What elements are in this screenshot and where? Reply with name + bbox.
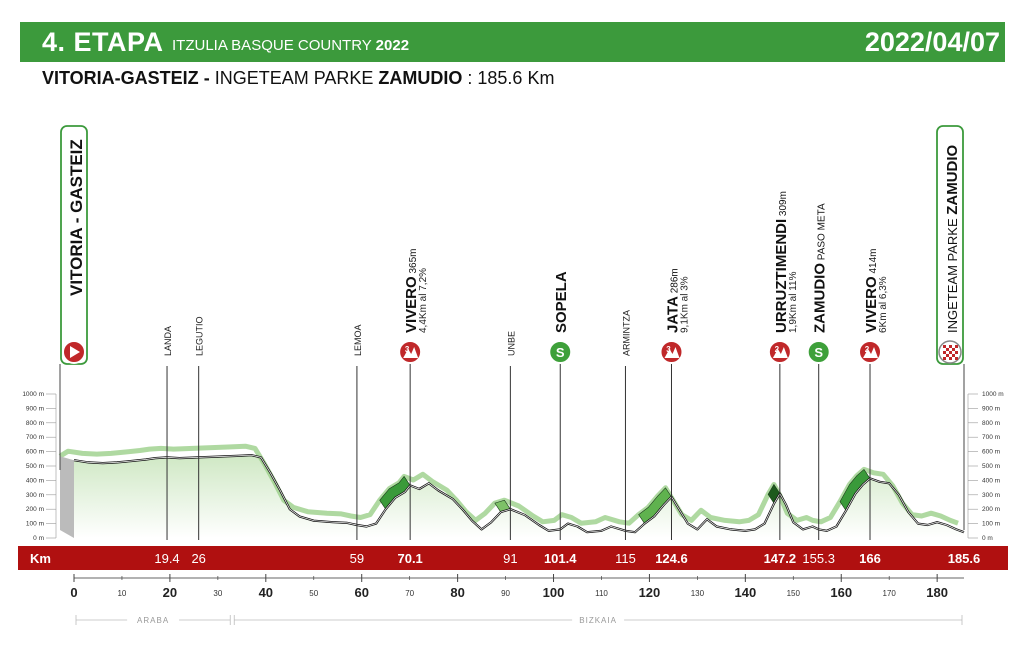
x-tick-label-major: 140 xyxy=(734,585,757,600)
marker-detail: 6Km al 6,3% xyxy=(878,276,890,333)
y-tick-label-right: 500 m xyxy=(982,463,1001,470)
y-tick-label-right: 400 m xyxy=(982,477,1001,485)
x-tick-label-major: 80 xyxy=(450,585,465,600)
marker-name-text: VIVERO xyxy=(403,276,421,333)
marker-label: ARMINTZA xyxy=(621,310,632,356)
km-bar-value: 19.4 xyxy=(154,551,180,566)
y-tick-label-right: 900 m xyxy=(982,405,1001,413)
route-dash: - xyxy=(198,68,215,88)
x-tick-label-minor: 150 xyxy=(786,589,800,598)
checkered-flag-icon xyxy=(955,357,958,360)
climb-category: 2 xyxy=(864,345,870,354)
x-tick-label-minor: 50 xyxy=(309,589,319,598)
km-bar-label: Km xyxy=(30,551,51,566)
y-tick-label-left: 900 m xyxy=(25,405,44,413)
marker-name-text: SOPELA xyxy=(553,271,571,333)
y-tick-label-left: 700 m xyxy=(25,434,44,442)
x-tick-label-minor: 70 xyxy=(405,589,415,598)
climb-category-icon xyxy=(769,341,791,363)
x-tick-label-major: 180 xyxy=(926,585,948,600)
checkered-flag-icon xyxy=(943,345,946,348)
km-bar-value: 147.2 xyxy=(763,551,797,566)
route-start: VITORIA-GASTEIZ xyxy=(42,68,199,88)
km-bar-value: 115 xyxy=(615,551,636,566)
checkered-flag-icon xyxy=(952,348,955,351)
x-tick-label-major: 20 xyxy=(162,585,178,600)
marker-altitude: 309m xyxy=(777,191,789,219)
route-finish-light: INGETEAM PARKE xyxy=(214,68,379,88)
x-tick-label-minor: 10 xyxy=(117,589,127,598)
y-tick-label-left: 200 m xyxy=(25,506,44,514)
checkered-flag-icon xyxy=(946,354,949,357)
marker-name-text: URRUZTIMENDI xyxy=(772,218,790,333)
marker-label: LEMOA xyxy=(352,324,363,356)
marker-name-text: ZAMUDIO xyxy=(811,263,829,333)
x-tick-label-minor: 110 xyxy=(595,589,608,598)
climb-category: 2 xyxy=(774,345,780,354)
y-tick-label-left: 500 m xyxy=(25,463,44,470)
y-tick-label-left: 300 m xyxy=(25,491,44,499)
km-bar-value: 185.6 xyxy=(947,551,981,566)
climb-category-icon xyxy=(660,341,682,363)
marker-label: LEGUTIO xyxy=(194,316,205,356)
x-tick-label-major: 0 xyxy=(70,585,78,600)
y-tick-label-left: 800 m xyxy=(25,419,44,427)
route-distance: : 185.6 Km xyxy=(462,68,555,88)
checkered-flag-icon xyxy=(949,345,952,348)
finish-label xyxy=(944,144,961,333)
route-finish-bold: ZAMUDIO xyxy=(378,68,463,88)
marker-detail: 9,1Km al 3% xyxy=(679,276,691,333)
climb-category-icon xyxy=(399,341,421,363)
marker-altitude: PASO META xyxy=(816,203,828,263)
y-tick-label-right: 800 m xyxy=(982,419,1001,427)
y-tick-label-left: 1000 m xyxy=(22,391,44,398)
y-tick-label-left: 400 m xyxy=(25,477,44,485)
marker-detail: 1,9Km al 11% xyxy=(787,271,799,333)
stage-title: 4. ETAPA xyxy=(42,27,164,57)
x-tick-label-minor: 90 xyxy=(501,589,511,598)
marker-label: LANDA xyxy=(163,325,174,356)
climb-category: 3 xyxy=(404,345,410,354)
checkered-flag-icon xyxy=(955,351,958,354)
finish-label-light: INGETEAM PARKE xyxy=(945,214,960,333)
sprint-letter: S xyxy=(814,345,824,360)
region-label: ARABA xyxy=(137,616,170,625)
y-tick-label-left: 0 m xyxy=(33,535,44,542)
km-bar-value: 26 xyxy=(191,551,206,566)
x-tick-label-major: 40 xyxy=(258,585,274,600)
x-tick-label-minor: 30 xyxy=(213,589,223,598)
race-label: ITZULIA BASQUE COUNTRY xyxy=(172,37,372,54)
x-tick-label-major: 160 xyxy=(830,585,853,600)
x-tick-label-minor: 130 xyxy=(690,589,705,598)
finish-label-bold: ZAMUDIO xyxy=(944,144,961,215)
marker-detail: 4,4Km al 7,2% xyxy=(418,267,430,333)
km-bar-value: 124.6 xyxy=(655,551,688,566)
checkered-flag-icon xyxy=(943,357,946,360)
checkered-flag-icon xyxy=(946,348,949,351)
checkered-flag-icon xyxy=(955,345,958,348)
region-label: BIZKAIA xyxy=(579,616,617,625)
profile-area xyxy=(74,455,964,538)
y-tick-label-right: 0 m xyxy=(982,535,993,542)
checkered-flag-icon xyxy=(943,351,946,354)
x-tick-label-major: 120 xyxy=(638,585,661,600)
checkered-flag-icon xyxy=(952,354,955,357)
profile-side xyxy=(60,456,74,538)
y-tick-label-right: 300 m xyxy=(982,491,1001,499)
x-tick-label-major: 60 xyxy=(354,585,369,600)
marker-name-text: JATA xyxy=(664,296,682,333)
climb-category: 3 xyxy=(666,345,671,354)
y-tick-label-right: 100 m xyxy=(982,520,1001,528)
checkered-flag-icon xyxy=(949,357,952,360)
race-year: 2022 xyxy=(375,37,410,54)
y-tick-label-right: 200 m xyxy=(982,506,1001,514)
km-bar-value: 101.4 xyxy=(543,551,577,566)
y-tick-label-right: 700 m xyxy=(982,434,1001,442)
y-tick-label-right: 600 m xyxy=(982,448,1001,456)
marker-name xyxy=(553,271,570,333)
km-bar-value: 59 xyxy=(349,551,365,566)
x-tick-label-major: 100 xyxy=(542,585,565,600)
x-tick-label-minor: 170 xyxy=(882,589,896,598)
km-bar-value: 166 xyxy=(859,551,881,566)
stage-date: 2022/04/07 xyxy=(864,27,1000,57)
marker-name xyxy=(812,203,829,333)
start-label: VITORIA - GASTEIZ xyxy=(67,139,86,296)
y-tick-label-left: 100 m xyxy=(25,520,44,528)
km-bar-value: 70.1 xyxy=(397,551,423,566)
checkered-flag-icon xyxy=(949,351,952,354)
y-tick-label-right: 1000 m xyxy=(982,391,1004,398)
marker-altitude: 286m xyxy=(669,268,681,297)
km-bar-value: 91 xyxy=(503,551,518,566)
marker-label: UNBE xyxy=(506,330,517,356)
y-tick-label-left: 600 m xyxy=(25,448,44,456)
marker-name-text: VIVERO xyxy=(863,276,881,333)
climb-category-icon xyxy=(859,341,881,363)
km-bar-value: 155.3 xyxy=(802,551,835,566)
marker-altitude: 365m xyxy=(408,248,420,277)
sprint-letter: S xyxy=(555,345,565,360)
marker-altitude: 414m xyxy=(868,248,880,277)
